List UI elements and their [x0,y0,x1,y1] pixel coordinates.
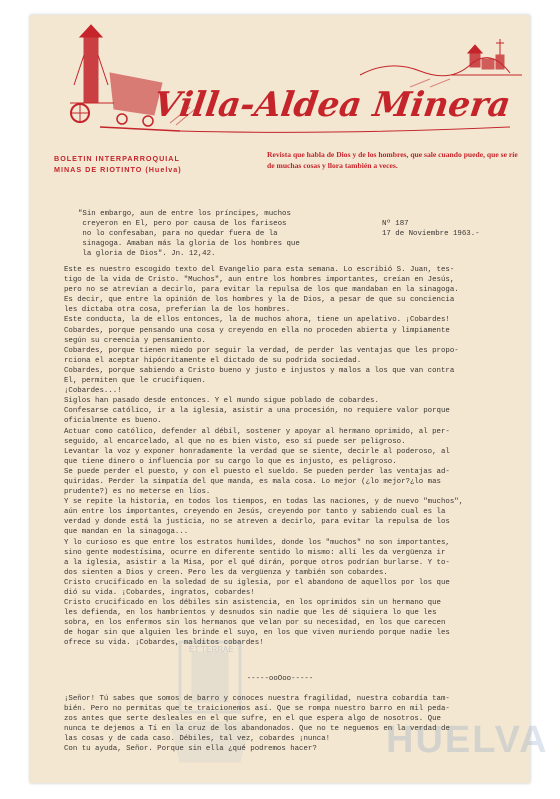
newsletter-page [30,15,549,783]
issue-number: Nº 187 [382,220,409,228]
gospel-quote: "Sin embargo, aun de entre los príncipes, muchos creyeron en El, pero por causa de los fariseos no lo confesaban, para no quedar fuera de la sinagoga. Amaban más la gloria de los hombres que la gloria de Dios". Jn. 12,42. [78,210,300,259]
prayer-text: ¡Señor! Tú sabes que somos de barro y conoces nuestra fragilidad, nuestra cobardía tam- bién. Pero no permitas que te traicionemos así. Que se rompa nuestro barro en mil peda- zos antes que serte desleales en el que sufre, en el que espera algo de nosotros. Que nunca te dejemos a Tí en la cruz de los abandonados. Que no te neguemos en la verdad de las cosas y de cada caso. Débiles, tal vez, cobardes ¡nunca! Con tu ayuda, Señor. Porque sin ella ¿qué podremos hacer? [64,695,450,754]
masthead-tagline: Revista que habla de Dios y de los hombres, que sale cuando puede, que se ríe de muchas cosas y llora también a veces. [267,150,518,170]
archive-stamp-name: HUELVA [386,719,549,761]
boletin-info [54,153,182,175]
issue-date: 17 de Noviembre 1963.- [382,230,480,238]
boletin-line-1: BOLETIN INTERPARROQUIAL [54,154,180,163]
archive-stamp-motto: ET TERRAE [189,645,234,654]
masthead-title: Villa-Aldea Minera [151,85,513,125]
boletin-line-2: MINAS DE RIOTINTO (Huelva) [54,165,182,174]
masthead-illustration [30,15,530,145]
section-separator: -----ooOoo----- [246,675,314,683]
article-body: Este es nuestro escogido texto del Evangelio para esta semana. Lo escribió S. Juan, tes- tigo de la vida de Cristo. "Muchos", aun entre los hombres importantes, creían en Jesús, pero no se atrevían a decirlo, para evitar la repulsa de los que mandaban en la sinagoga. Es decir, que entre la opinión de los hombres y la de Dios, a pesar de que su conciencia les dictaba otra cosa, preferían la de los hombres. Este conducta, la de ellos entonces, la de muchos ahora, tiene un apelativo. ¡Cobardes! Cobardes, porque pensando una cosa y creyendo en ella no proceden abierta y limpiamente según su creencia y pensamiento. Cobardes, porque tienen miedo por seguir la verdad, de perder las ventajas que les propo- rciona el aceptar hipócritamente el dictado de su podrida sociedad. Cobardes, porque sabiendo a Cristo bueno y justo e injustos y malos a los que van contra El, permiten que le crucifiquen. ¡Cobardes...! Siglos han pasado desde entonces. Y el mundo sigue poblado de cobardes. Confesarse católico, ir a la iglesia, asistir a una procesión, no requiere valor porque oficialmente es bueno. Actuar como católico, defender al débil, sostener y apoyar al hermano oprimido, al per- seguido, al encarcelado, al que no es bien visto, eso sí puede ser peligroso. Levantar la voz y exponer honradamente la verdad que se siente, decirle al poderoso, al que tiene dinero o influencia por su cargo lo que es injusto, es peligroso. Se puede perder el puesto, y con el puesto el sueldo. Se pueden perder las ventajas ad- quiridas. Perder la simpatía del que manda, es mala cosa. Lo mejor (¿lo mejor?¿lo mas prudente?) es no meterse en líos. Y se repite la historia, en todos los tiempos, en todas las naciones, y de nuevo "muchos", aún entre los importantes, creyendo en Jesús, creyendo por tanto y sabiendo cual es la verdad y donde está la justicia, no se atreven a decirlo, para evitar la repulsa de los que mandan en la sinagoga... Y lo curioso es que entre los estratos humildes, donde los "muchos" no son importantes, sino gente modestísima, ocurre en diferente sentido lo mismo: allí les da vergüenza ir a la iglesia, asistir a la Misa, por el qué dirán, porque otros podrían burlarse. Y to- dos sienten a Dios y creen. Pero les da vergüenza y también son cobardes. Cristo crucificado en la soledad de su iglesia, por el abandono de aquellos por los que dió su vida. ¡Cobardes, ingratos, cobardes! Cristo crucificado en los débiles sin asistencia, en los oprimidos sin un hermano que les defienda, en los hambrientos y desnudos sin nadie que les dé siquiera lo que les sobra, en los enfermos sin los hermanos que velan por su necesidad, en los que carecen de hogar sin que alguien les brinde el suyo, en los que viven muriendo porque nadie les ofrece su vida. ¡Cobardes, malditos cobardes! [64,266,464,648]
